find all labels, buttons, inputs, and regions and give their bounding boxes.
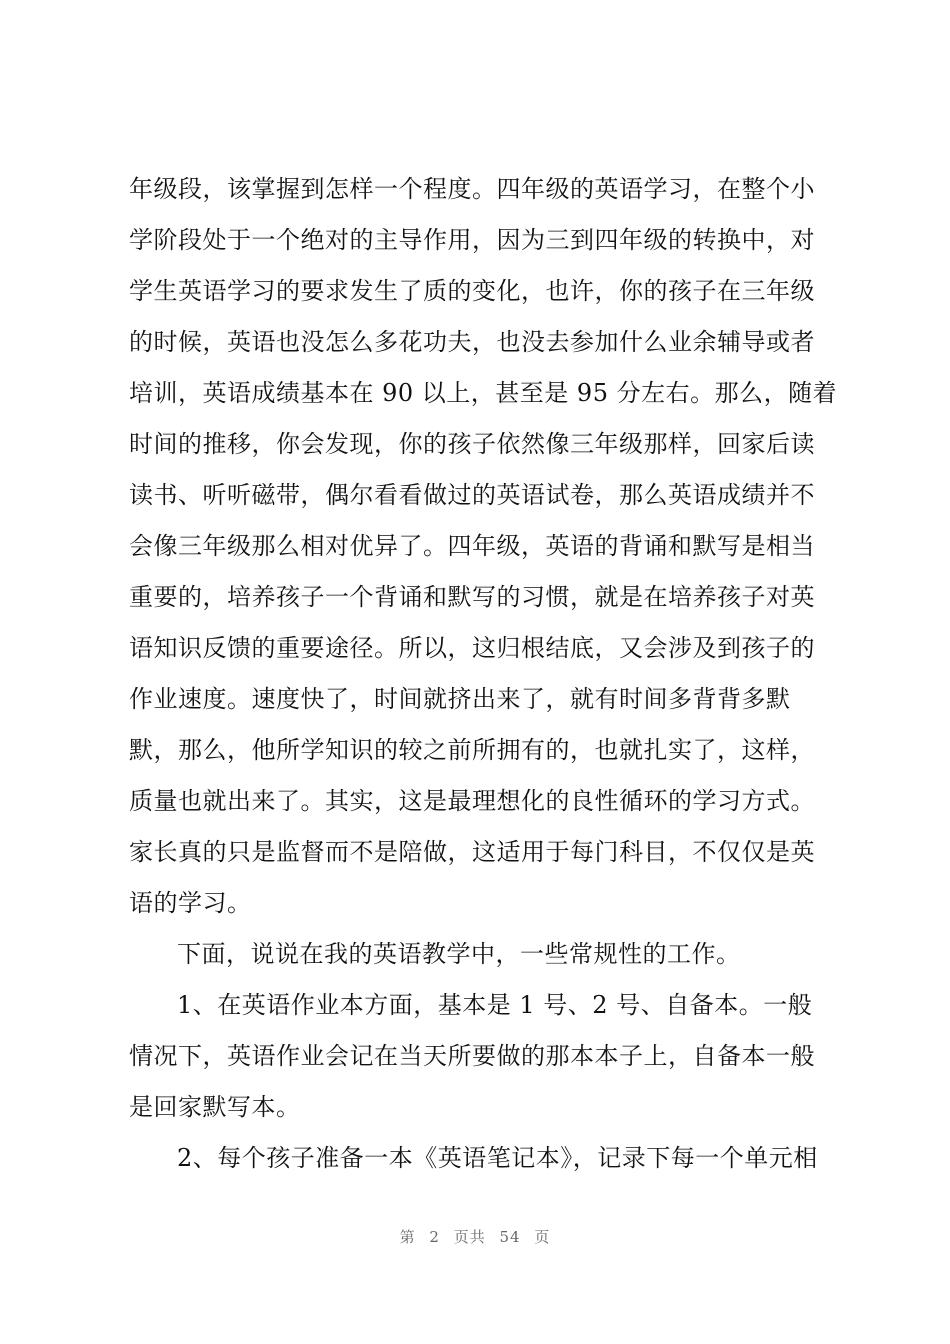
text-line: 情况下，英语作业会记在当天所要做的那本本子上，自备本一般	[129, 1042, 815, 1070]
page-number-footer: 第 2 页共 54 页	[399, 1228, 551, 1246]
text-line: 学阶段处于一个绝对的主导作用，因为三到四年级的转换中，对	[129, 226, 815, 254]
text-line: 语的学习。	[129, 889, 252, 917]
text-line: 重要的，培养孩子一个背诵和默写的习惯，就是在培养孩子对英	[129, 583, 815, 611]
text-line: 学生英语学习的要求发生了质的变化，也许，你的孩子在三年级	[129, 277, 815, 305]
text-line: 读书、听听磁带，偶尔看看做过的英语试卷，那么英语成绩并不	[129, 481, 815, 509]
text-line: 会像三年级那么相对优异了。四年级，英语的背诵和默写是相当	[129, 532, 815, 560]
text-line: 家长真的只是监督而不是陪做，这适用于每门科目，不仅仅是英	[129, 838, 815, 866]
paragraph-start-line: 1、在英语作业本方面，基本是 1 号、2 号、自备本。一般	[177, 991, 813, 1019]
text-line: 质量也就出来了。其实，这是最理想化的良性循环的学习方式。	[129, 787, 815, 815]
text-line: 时间的推移，你会发现，你的孩子依然像三年级那样，回家后读	[129, 430, 815, 458]
body-text	[129, 164, 849, 1184]
text-line: 培训，英语成绩基本在 90 以上，甚至是 95 分左右。那么，随着	[129, 379, 838, 407]
text-line: 语知识反馈的重要途径。所以，这归根结底，又会涉及到孩子的	[129, 634, 815, 662]
text-line: 的时候，英语也没怎么多花功夫，也没去参加什么业余辅导或者	[129, 328, 815, 356]
text-line: 年级段，该掌握到怎样一个程度。四年级的英语学习，在整个小	[129, 175, 815, 203]
paragraph-start-line: 下面，说说在我的英语教学中，一些常规性的工作。	[177, 940, 741, 968]
text-line: 默，那么，他所学知识的较之前所拥有的，也就扎实了，这样，	[129, 736, 815, 764]
paragraph-start-line: 2、每个孩子准备一本《英语笔记本》，记录下每一个单元相	[177, 1144, 818, 1172]
text-line: 是回家默写本。	[129, 1093, 301, 1121]
text-line: 作业速度。速度快了，时间就挤出来了，就有时间多背背多默	[129, 685, 791, 713]
